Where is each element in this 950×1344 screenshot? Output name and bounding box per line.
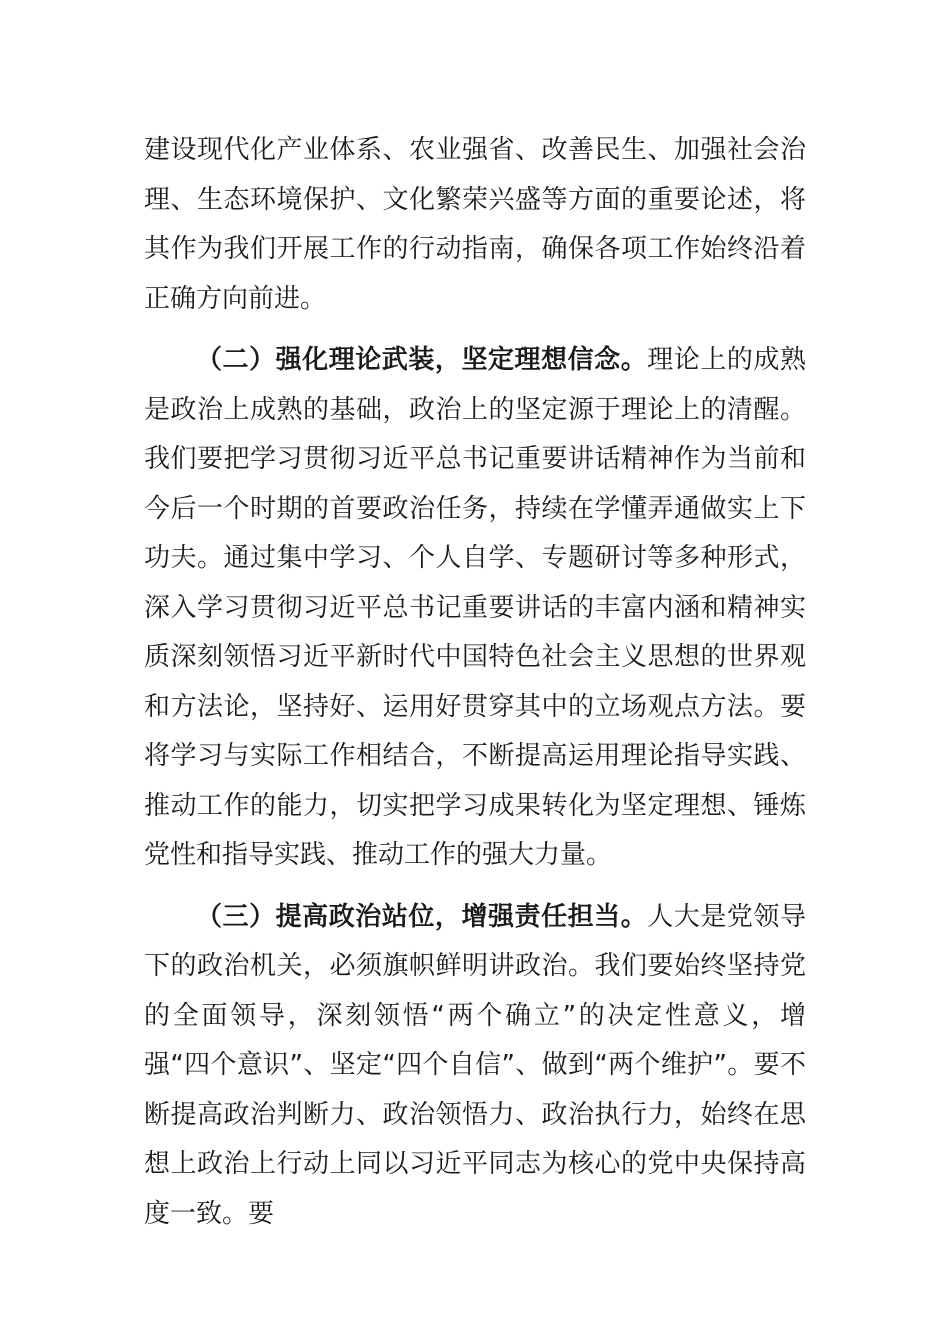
- paragraph-section-2: [144, 336, 806, 881]
- section-heading: （三）提高政治站位，增强责任担当。: [196, 901, 648, 932]
- paragraph-continuation: [144, 126, 806, 324]
- paragraph-section-3: [144, 893, 806, 1240]
- paragraph-text: 人大是党领导下的政治机关，必须旗帜鲜明讲政治。我们要始终坚持党的全面领导，深刻领悟“两个确立”的决定性意义，增强“四个意识”、坚定“四个自信”、做到“两个维护”。要不断提高政治判断力、政治领悟力、政治执行力，始终在思想上政治上行动上同以习近平同志为核心的党中央保持高度一致。要: [144, 901, 806, 1229]
- document-body: [144, 126, 806, 1251]
- paragraph-text: 建设现代化产业体系、农业强省、改善民生、加强社会治理、生态环境保护、文化繁荣兴盛等方面的重要论述，将其作为我们开展工作的行动指南，确保各项工作始终沿着正确方向前进。: [144, 135, 806, 314]
- section-heading: （二）强化理论武装，坚定理想信念。: [196, 345, 648, 375]
- paragraph-text: 理论上的成熟是政治上成熟的基础，政治上的坚定源于理论上的清醒。我们要把学习贯彻习近平总书记重要讲话精神作为当前和今后一个时期的首要政治任务，持续在学懂弄通做实上下功夫。通过集中学习、个人自学、专题研讨等多种形式，深入学习贯彻习近平总书记重要讲话的丰富内涵和精神实质深刻领悟习近平新时代中国特色社会主义思想的世界观和方法论，坚持好、运用好贯穿其中的立场观点方法。要将学习与实际工作相结合，不断提高运用理论指导实践、推动工作的能力，切实把学习成果转化为坚定理想、锤炼党性和指导实践、推动工作的强大力量。: [144, 345, 806, 870]
